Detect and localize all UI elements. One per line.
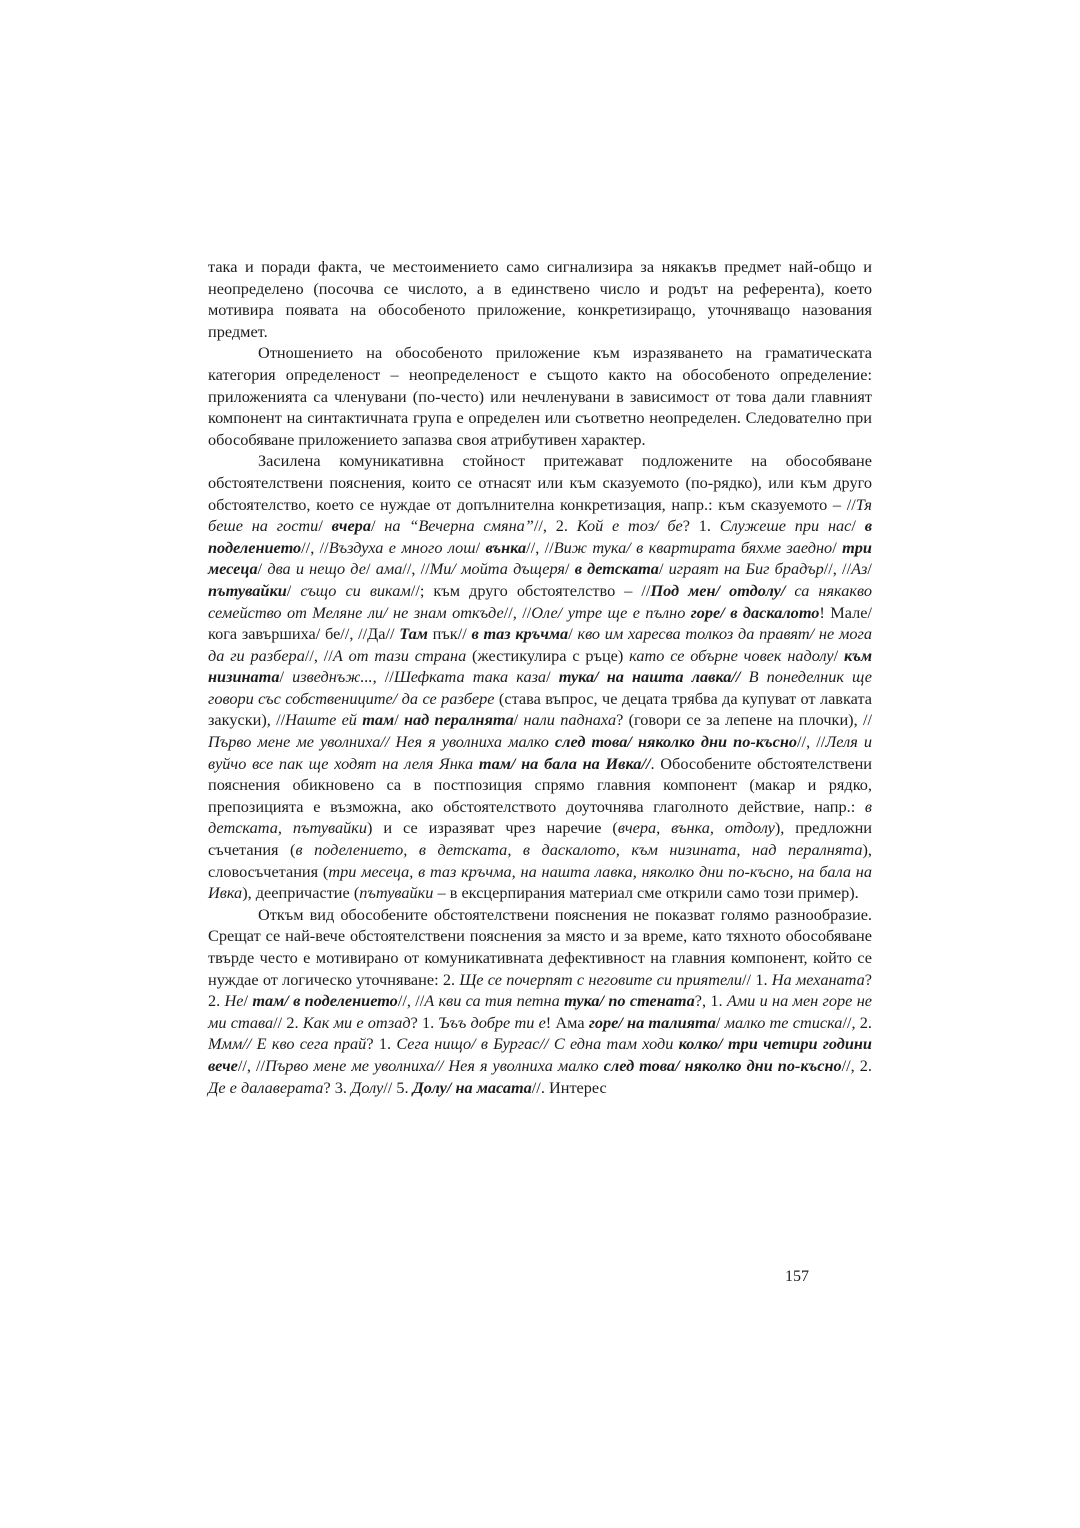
- italic-example-text: Кой е тоз/ бе: [576, 516, 683, 536]
- bold-wrapper: [604, 1056, 842, 1075]
- italic-example-text: Ъъъ добре ти е: [438, 1012, 546, 1032]
- plain-text: /: [564, 559, 575, 579]
- italic-example-text: Ммм// Е кво сега прай: [208, 1034, 367, 1054]
- plain-text: ), предложни съчетания (: [208, 818, 872, 860]
- plain-text: ), деепричастие (: [242, 883, 360, 903]
- plain-text: //, //: [823, 559, 852, 579]
- plain-text: ? 3.: [323, 1077, 352, 1097]
- italic-example-text: Оле/ утре ще е пълно: [531, 602, 691, 622]
- bold-wrapper: [413, 1078, 532, 1097]
- plain-text: //; към друго обстоятелство – //: [410, 580, 651, 600]
- bold-wrapper: [479, 754, 651, 773]
- italic-example-text: Наште ей: [285, 710, 363, 730]
- plain-text: /: [568, 624, 578, 644]
- bold-wrapper: [399, 624, 428, 643]
- italic-example-text: А от тази страна: [332, 645, 467, 665]
- bold-italic-emphasis-text: Долу/ на масата: [412, 1077, 532, 1097]
- italic-example-text: изведнъж...: [292, 667, 373, 687]
- italic-example-text: пътувайки: [359, 883, 434, 903]
- bold-wrapper: [362, 710, 394, 729]
- italic-example-text: ама: [375, 559, 403, 579]
- plain-text: така и поради факта, че местоимението само сигнализира за някакъв предмет най-общо и неопределено (посочва се числото, а в единствено число и родът на референта), което мотивира появата на обособеното приложение, конкретизиращо, уточняващо назования предмет.: [208, 257, 872, 341]
- bold-wrapper: [252, 991, 398, 1010]
- plain-text: //, //: [402, 559, 430, 579]
- bold-italic-emphasis-text: тука/ на нашта лавка//: [558, 667, 741, 687]
- plain-text: /: [851, 516, 865, 536]
- plain-text: Отношението на обособеното приложение към изразяването на граматическата категория определеност – неопределеност е същото както на обособеното определение: приложенията са членувани (по-често) или нечленувани в зависимост от това дали главният компонент на синтактичната група е определен или съответно неопределен. Следователно при обособяване приложението запазва своя атрибутивен характер.: [208, 343, 872, 449]
- italic-example-text: Не: [224, 991, 244, 1011]
- plain-text: // 1.: [742, 969, 772, 989]
- italic-example-text: На механата: [771, 969, 865, 989]
- plain-text: (става въпрос, че децата трябва да купуват от лавката закуски), //: [208, 688, 873, 730]
- plain-text: /: [867, 559, 872, 579]
- italic-example-text: Въздуха е много лош: [328, 537, 476, 557]
- plain-text: , //: [372, 667, 394, 687]
- plain-text: /: [318, 516, 332, 536]
- plain-text: ? (говори се за лепене на плочки), //: [616, 710, 872, 730]
- plain-text: /: [243, 991, 253, 1011]
- bold-italic-emphasis-text: Там: [399, 624, 428, 644]
- bold-wrapper: [564, 991, 695, 1010]
- bold-wrapper: [555, 732, 797, 751]
- bold-italic-emphasis-text: там/ в поделението: [252, 991, 398, 1011]
- paragraph: [208, 904, 872, 1098]
- bold-italic-emphasis-text: след това/ няколко дни по-късно: [554, 732, 798, 752]
- italic-example-text: Първо мене ме уволниха// Нея я уволниха малко: [208, 732, 555, 752]
- plain-text: /: [257, 559, 268, 579]
- plain-text: //. Интерес: [531, 1077, 607, 1097]
- italic-example-text: на “Вечерна смяна”: [384, 516, 534, 536]
- italic-example-text: Аз: [851, 559, 868, 579]
- plain-text: . Обособените обстоятелствени пояснения обикновено са в постпозиция спрямо главния компонент (макар и рядко, препозицията е възможна, ако обстоятелството доуточнява глаголното действие, напр.:: [208, 753, 872, 816]
- bold-wrapper: [559, 667, 741, 686]
- bold-italic-emphasis-text: три месеца: [208, 537, 872, 579]
- plain-text: ?, 1.: [694, 991, 727, 1011]
- bold-italic-emphasis-text: след това/ няколко дни по-късно: [603, 1055, 842, 1075]
- italic-example-text: Леля и вуйчо все пак ще ходят на леля Янка: [208, 732, 872, 773]
- plain-text: ), словосъчетания (: [208, 840, 872, 881]
- italic-example-text: В понеделник ще говори със собствениците/ да се разбере: [208, 667, 872, 708]
- italic-example-text: малко те стиска: [724, 1012, 843, 1032]
- plain-text: ? 1.: [682, 516, 720, 536]
- plain-text: (жестикулира с ръце): [466, 645, 630, 665]
- bold-italic-emphasis-text: към низината: [208, 645, 872, 687]
- plain-text: – в ексцерпирания материал сме открили само този пример).: [433, 883, 859, 903]
- plain-text: // 5.: [383, 1077, 413, 1097]
- italic-example-text: Ами и на мен горе не ми става: [208, 991, 872, 1032]
- plain-text: /: [475, 537, 486, 557]
- bold-wrapper: [486, 538, 527, 557]
- italic-example-text: Шефката така каза: [393, 667, 547, 687]
- bold-italic-emphasis-text: колко/ три четири години вече: [208, 1034, 872, 1075]
- page-number: 157: [785, 1268, 809, 1285]
- bold-italic-emphasis-text: горе/ на талията: [588, 1012, 716, 1032]
- plain-text: Откъм вид обособените обстоятелствени пояснения не показват голямо разнообразие. Срещат се най-вече обстоятелствени пояснения за място и за време, като тяхното обособяване твърде често е мотивирано от комуникативната дефективност на главния компонент, който се нуждае от логическо уточняване: 2.: [208, 904, 872, 989]
- plain-text: //, //: [301, 537, 329, 557]
- bold-italic-emphasis-text: в поделението: [208, 516, 872, 557]
- plain-text: ! Мале/ кога завършиха/ бе//, //Да//: [208, 602, 872, 644]
- plain-text: /: [279, 667, 293, 687]
- plain-text: ? 1.: [366, 1034, 397, 1054]
- bold-italic-emphasis-text: там: [362, 710, 395, 730]
- plain-text: //, //: [397, 991, 425, 1011]
- plain-text: //, //: [526, 537, 554, 557]
- plain-text: // 2.: [273, 1012, 303, 1032]
- bold-wrapper: [332, 516, 371, 535]
- italic-example-text: нали паднаха: [523, 710, 617, 730]
- plain-text: //, //: [503, 602, 532, 622]
- plain-text: /: [365, 559, 376, 579]
- plain-text: ? 2.: [208, 969, 873, 1011]
- plain-text: /: [370, 516, 385, 536]
- plain-text: //, //: [304, 645, 333, 665]
- plain-text: //, //: [797, 732, 826, 752]
- italic-example-text: Долу: [351, 1077, 384, 1097]
- plain-text: пък//: [427, 624, 472, 644]
- plain-text: //, //: [237, 1055, 266, 1075]
- italic-example-text: играят на Биг брадър: [668, 559, 824, 579]
- italic-example-text: Сега нищо/ в Бургас// С една там ходи: [396, 1034, 679, 1054]
- italic-example-text: два и нещо де: [267, 559, 366, 579]
- plain-text: /: [394, 710, 404, 730]
- italic-example-text: Как ми е отзад: [302, 1012, 411, 1032]
- paragraph: [208, 450, 872, 903]
- plain-text: /: [833, 645, 844, 665]
- bold-wrapper: [575, 559, 659, 578]
- paragraph: [208, 342, 872, 450]
- italic-example-text: Ми/ мойта дъщеря: [429, 559, 565, 579]
- plain-text: /: [546, 667, 559, 687]
- plain-text: Засилена комуникативна стойност притежават подложените на обособяване обстоятелствени пояснения, които се отнасят или към сказуемото (по-рядко), или към друго обстоятелство, което се нуждае от допълнителна конкретизация, напр.: към сказуемото – //: [208, 451, 872, 514]
- italic-example-text: в детската, пътувайки: [208, 796, 872, 838]
- plain-text: /: [286, 580, 301, 600]
- bold-italic-emphasis-text: Под мен/ отдолу/: [650, 580, 786, 600]
- paragraph: [208, 256, 872, 342]
- italic-example-text: в поделението, в детската, в даскалото, към низината, над пералнята: [295, 840, 863, 860]
- plain-text: ? 1.: [410, 1012, 439, 1032]
- bold-italic-emphasis-text: над пералнята: [403, 710, 514, 730]
- bold-wrapper: [404, 710, 514, 729]
- bold-italic-emphasis-text: в таз кръчма: [471, 624, 569, 644]
- bold-italic-emphasis-text: вънка: [485, 537, 527, 557]
- plain-text: [740, 667, 748, 686]
- italic-example-text: са някакво семейство от Меляне ли/ не знам откъде: [208, 580, 872, 622]
- plain-text: /: [832, 537, 843, 557]
- bold-italic-emphasis-text: там/ на бала на Ивка//: [478, 753, 651, 773]
- bold-italic-emphasis-text: горе/ в даскалото: [690, 602, 820, 622]
- italic-example-text: три месеца, в таз кръчма, на нашта лавка, няколко дни по-късно, на бала на Ивка: [208, 861, 872, 903]
- plain-text: ) и се изразяват чрез наречие (: [367, 818, 618, 838]
- italic-example-text: също си викам: [300, 580, 411, 600]
- bold-italic-emphasis-text: вчера: [331, 516, 371, 536]
- italic-example-text: Ще се почерпят с неговите си приятели: [459, 969, 743, 989]
- italic-example-text: Тя беше на гости: [208, 494, 872, 536]
- italic-example-text: Виж тука/ в квартирата бяхме заедно: [553, 537, 833, 557]
- bold-wrapper: [208, 581, 287, 600]
- plain-text: ! Ама: [545, 1012, 589, 1032]
- bold-italic-emphasis-text: в детската: [574, 559, 659, 579]
- bold-italic-emphasis-text: тука/ по стената: [564, 991, 695, 1011]
- plain-text: //, 2.: [842, 1012, 872, 1032]
- italic-example-text: Де е далаверата: [208, 1077, 324, 1097]
- bold-wrapper: [691, 603, 820, 622]
- bold-italic-emphasis-text: пътувайки: [208, 580, 287, 600]
- bold-wrapper: [650, 581, 785, 600]
- plain-text: /: [715, 1012, 725, 1032]
- bold-wrapper: [589, 1013, 716, 1032]
- plain-text: //, 2.: [841, 1055, 872, 1075]
- plain-text: //, 2.: [533, 516, 577, 536]
- italic-example-text: Първо мене ме уволниха// Нея я уволниха малко: [265, 1055, 604, 1075]
- body-text: [208, 256, 872, 1098]
- bold-wrapper: [472, 624, 569, 643]
- plain-text: /: [658, 559, 669, 579]
- plain-text: /: [513, 710, 524, 730]
- italic-example-text: кво им харесва толкоз да правят/ не мога да ги разбера: [208, 624, 872, 665]
- italic-example-text: като се обърне човек надолу: [629, 645, 834, 665]
- italic-example-text: вчера, вънка, отдолу: [617, 818, 775, 838]
- italic-example-text: А кви са тия петна: [424, 991, 565, 1011]
- italic-example-text: Служеше при нас: [719, 516, 852, 536]
